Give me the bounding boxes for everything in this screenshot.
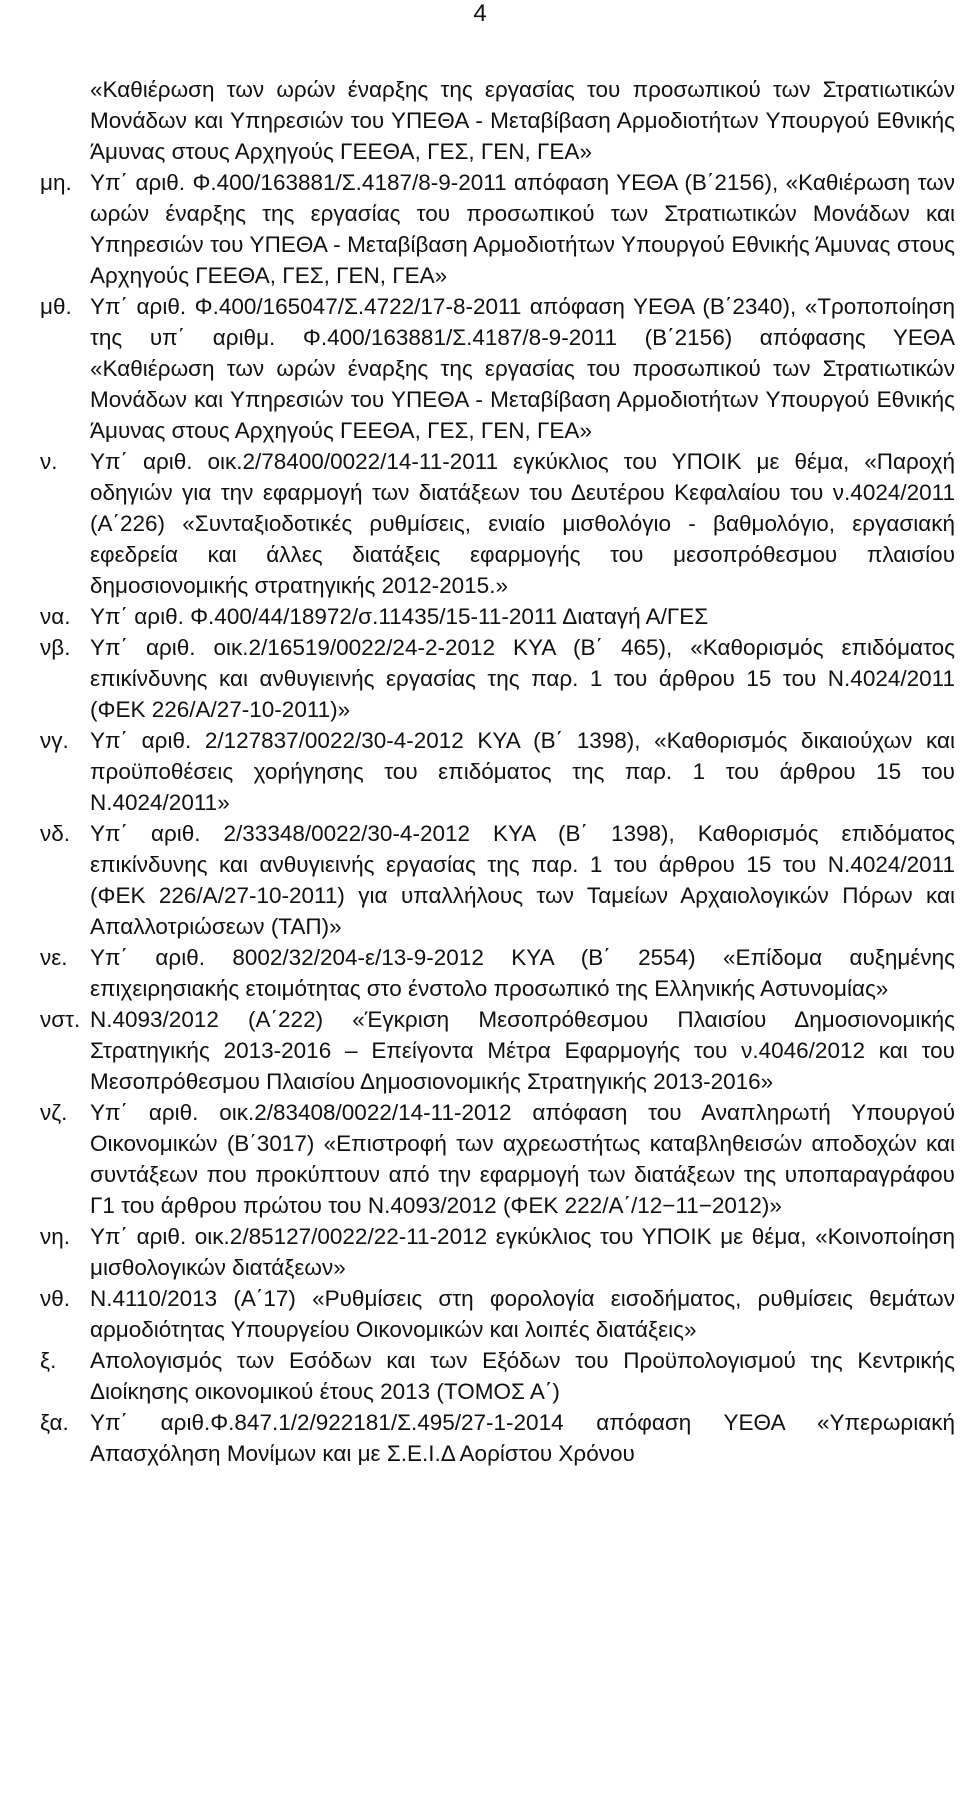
list-item [40,942,955,1004]
list-item-marker: μη. [40,170,72,195]
list-item-marker: νε. [40,945,68,970]
list-item [40,818,955,942]
list-item-marker: νβ. [40,635,71,660]
list-item-text: Υπ΄ αριθ. οικ.2/78400/0022/14-11-2011 εγκύκλιος του ΥΠΟΙΚ με θέμα, «Παροχή οδηγιών για την εφαρμογή των διατάξεων του Δευτέρου Κεφαλαίου του ν.4024/2011 (Α΄226) «Συνταξιοδοτικές ρυθμίσεις, ενιαίο μισθολόγιο - βαθμολόγιο, εργασιακή εφεδρεία και άλλες διατάξεις εφαρμογής του μεσοπρόθεσμου πλαισίου δημοσιονομικής στρατηγικής 2012-2015.» [90,449,955,598]
list-item-text: Υπ΄ αριθ. οικ.2/85127/0022/22-11-2012 εγκύκλιος του ΥΠΟΙΚ με θέμα, «Κοινοποίηση μισθολογικών διατάξεων» [90,1224,955,1280]
list-item-marker: να. [40,604,71,629]
list-item-marker: νδ. [40,821,71,846]
list-item-text: Ν.4110/2013 (Α΄17) «Ρυθμίσεις στη φορολογία εισοδήματος, ρυθμίσεις θεμάτων αρμοδιότητας Υπουργείου Οικονομικών και λοιπές διατάξεις» [90,1286,955,1342]
list-item [40,167,955,291]
list-item-marker: νη. [40,1224,71,1249]
list-item-marker: μθ. [40,294,72,319]
list-item-text: Υπ΄ αριθ. οικ.2/83408/0022/14-11-2012 απόφαση του Αναπληρωτή Υπουργού Οικονομικών (Β΄3017) «Επιστροφή των αχρεωστήτως καταβληθεισών αποδοχών και συντάξεων που προκύπτουν από την εφαρμογή των διατάξεων της υποπαραγράφου Γ1 του άρθρου πρώτου του Ν.4093/2012 (ΦΕΚ 222/Α΄/12−11−2012)» [90,1100,955,1218]
list-item-marker: ν. [40,449,58,474]
list-item-text: Υπ΄ αριθ.Φ.847.1/2/922181/Σ.495/27-1-2014 απόφαση ΥΕΘΑ «Υπερωριακή Απασχόληση Μονίμων και με Σ.Ε.Ι.Δ Αορίστου Χρόνου [90,1410,955,1466]
list-item-text: Υπ΄ αριθ. 2/127837/0022/30-4-2012 ΚΥΑ (Β΄ 1398), «Καθορισμός δικαιούχων και προϋποθέσεις χορήγησης του επιδόματος της παρ. 1 του άρθρου 15 του Ν.4024/2011» [90,728,955,815]
list-item [40,446,955,601]
list-item-text: «Καθιέρωση των ωρών έναρξης της εργασίας του προσωπικού των Στρατιωτικών Μονάδων και Υπηρεσιών του ΥΠΕΘΑ - Μεταβίβαση Αρμοδιοτήτων Υπουργού Εθνικής Άμυνας στους Αρχηγούς ΓΕΕΘΑ, ΓΕΣ, ΓΕΝ, ΓΕΑ» [90,77,955,164]
list-item-text: Υπ΄ αριθ. Φ.400/165047/Σ.4722/17-8-2011 απόφαση ΥΕΘΑ (Β΄2340), «Τροποποίηση της υπ΄ αριθμ. Φ.400/163881/Σ.4187/8-9-2011 (Β΄2156) απόφασης ΥΕΘΑ «Καθιέρωση των ωρών έναρξης της εργασίας του προσωπικού των Στρατιωτικών Μονάδων και Υπηρεσιών του ΥΠΕΘΑ - Μεταβίβαση Αρμοδιοτήτων Υπουργού Εθνικής Άμυνας στους Αρχηγούς ΓΕΕΘΑ, ΓΕΣ, ΓΕΝ, ΓΕΑ» [90,294,955,443]
list-item [40,1097,955,1221]
list-item [40,632,955,725]
list-item [40,74,955,167]
list-item-text: Υπ΄ αριθ. Φ.400/163881/Σ.4187/8-9-2011 απόφαση ΥΕΘΑ (Β΄2156), «Καθιέρωση των ωρών έναρξης της εργασίας του προσωπικού των Στρατιωτικών Μονάδων και Υπηρεσιών του ΥΠΕΘΑ - Μεταβίβαση Αρμοδιοτήτων Υπουργού Εθνικής Άμυνας στους Αρχηγούς ΓΕΕΘΑ, ΓΕΣ, ΓΕΝ, ΓΕΑ» [90,170,955,288]
list-item-text: Υπ΄ αριθ. 8002/32/204-ε/13-9-2012 ΚΥΑ (Β΄ 2554) «Επίδομα αυξημένης επιχειρησιακής ετοιμότητας στο ένστολο προσωπικό της Ελληνικής Αστυνομίας» [90,945,955,1001]
list-item [40,1407,955,1469]
list-item-text: Απολογισμός των Εσόδων και των Εξόδων του Προϋπολογισμού της Κεντρικής Διοίκησης οικονομικού έτους 2013 (ΤΟΜΟΣ Α΄) [90,1348,955,1404]
list-item [40,291,955,446]
list-item-text: Ν.4093/2012 (Α΄222) «Έγκριση Μεσοπρόθεσμου Πλαισίου Δημοσιονομικής Στρατηγικής 2013-2016 – Επείγοντα Μέτρα Εφαρμογής του ν.4046/2012 και του Μεσοπρόθεσμου Πλαισίου Δημοσιονομικής Στρατηγικής 2013-2016» [90,1007,955,1094]
list-item-text: Υπ΄ αριθ. 2/33348/0022/30-4-2012 ΚΥΑ (Β΄ 1398), Καθορισμός επιδόματος επικίνδυνης και ανθυγιεινής εργασίας της παρ. 1 του άρθρου 15 του Ν.4024/2011 (ΦΕΚ 226/Α/27-10-2011) για υπαλλήλους των Ταμείων Αρχαιολογικών Πόρων και Απαλλοτριώσεων (ΤΑΠ)» [90,821,955,939]
list-item [40,1283,955,1345]
document-body [40,74,955,1469]
list-item-marker: νζ. [40,1100,68,1125]
list-item [40,601,955,632]
list-item [40,1004,955,1097]
list-item [40,725,955,818]
list-item [40,1345,955,1407]
list-item-marker: νγ. [40,728,69,753]
list-item-marker: ξα. [40,1410,69,1435]
list-item-marker: νθ. [40,1286,71,1311]
page-number: 4 [473,0,487,27]
list-item [40,1221,955,1283]
list-item-marker: νστ. [40,1007,81,1032]
list-item-text: Υπ΄ αριθ. Φ.400/44/18972/σ.11435/15-11-2011 Διαταγή Α/ΓΕΣ [90,604,709,629]
list-item-marker: ξ. [40,1348,57,1373]
list-item-text: Υπ΄ αριθ. οικ.2/16519/0022/24-2-2012 ΚΥΑ (Β΄ 465), «Καθορισμός επιδόματος επικίνδυνης και ανθυγιεινής εργασίας της παρ. 1 του άρθρου 15 του Ν.4024/2011 (ΦΕΚ 226/Α/27-10-2011)» [90,635,955,722]
